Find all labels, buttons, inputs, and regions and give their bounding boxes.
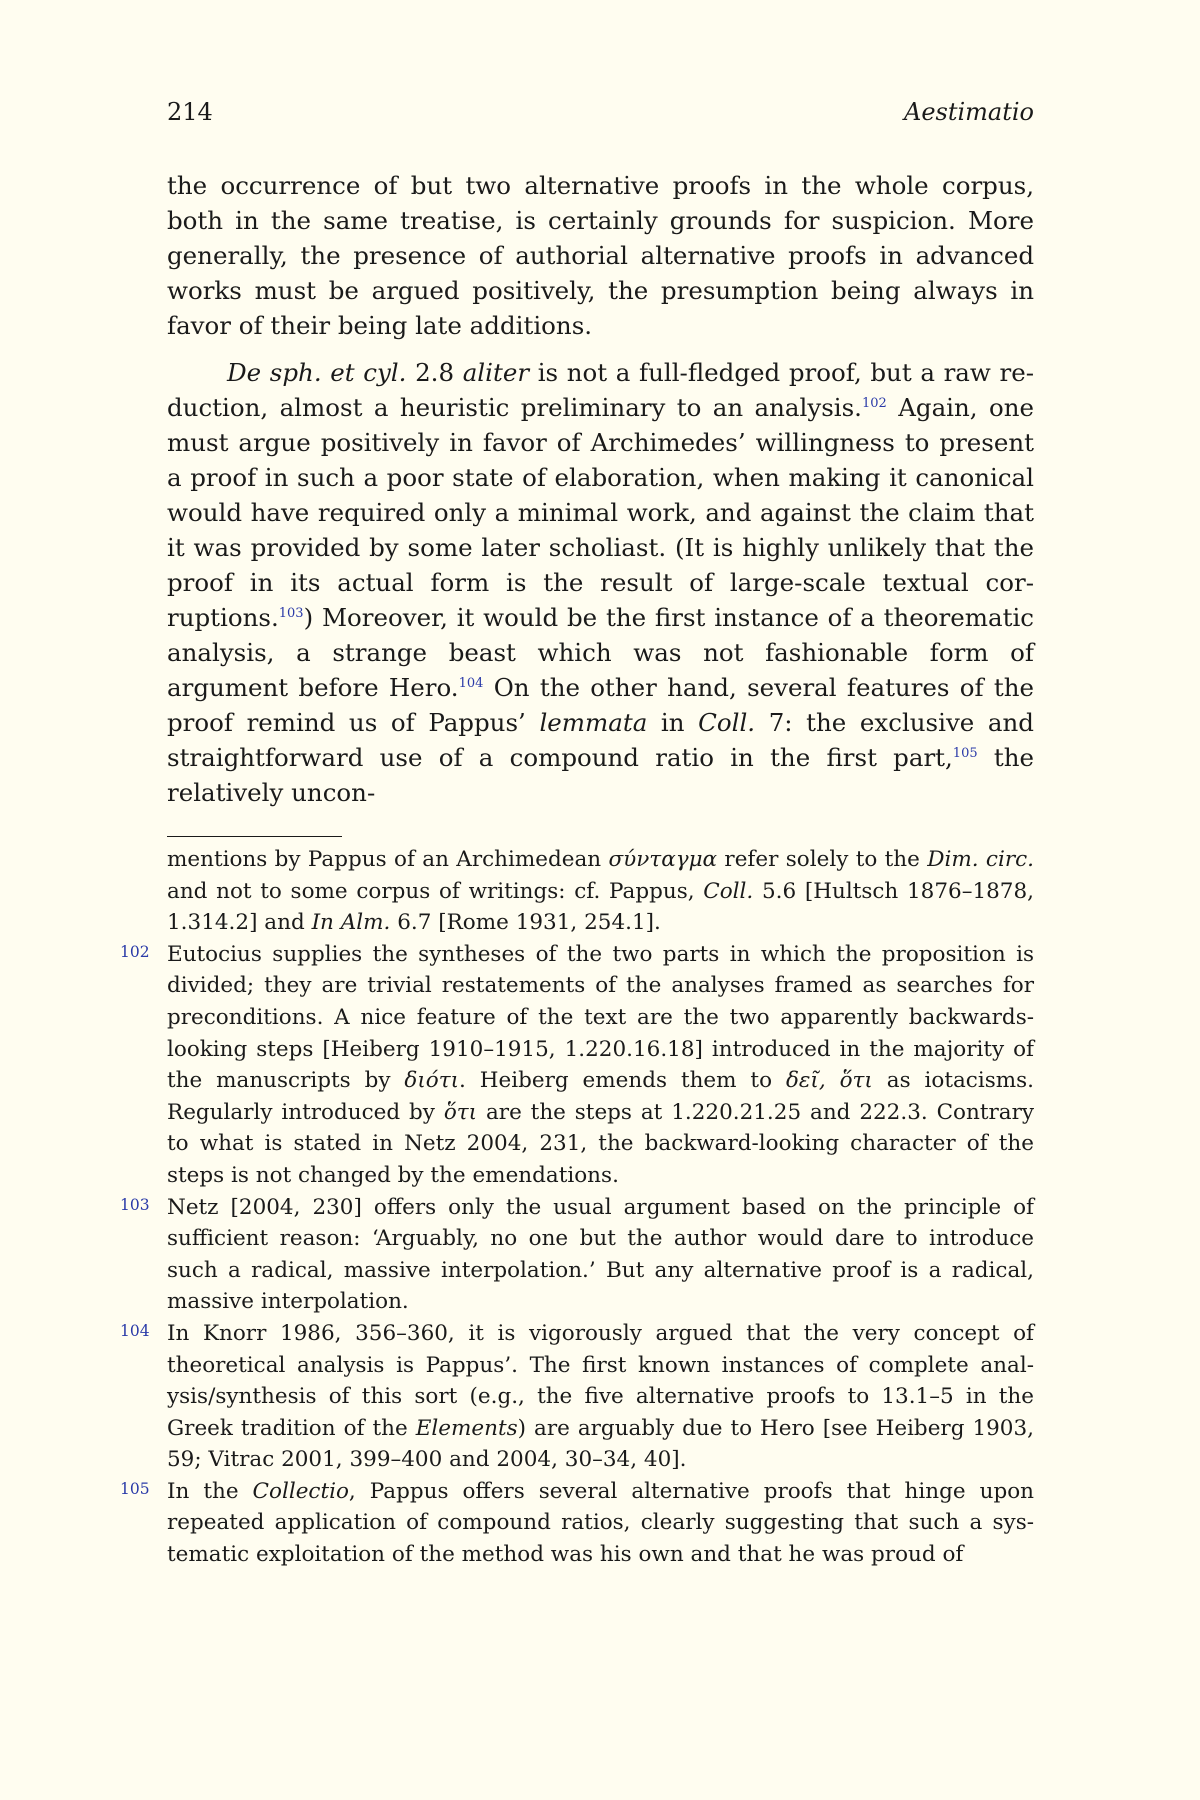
greek-term: δεῖ, ὅτι: [785, 1068, 873, 1094]
running-header: [167, 98, 1034, 126]
footnote-continuation: mentions by Pappus of an Archimedean σύνταγμα refer solely to the Dim. circ. and not to some corpus of writings: cf. Pappus, Coll. 5.6 [Hultsch 1876–1878, 1.314.2] and In Alm. 6.7 [Rome 1931, 254.1].: [167, 847, 1034, 936]
footnotes: [120, 844, 1035, 1571]
footnote-number[interactable]: 105: [120, 1479, 150, 1498]
footnote-103: 103 Netz [2004, 230] offers only the usual argument based on the principle of sufficient reason: ‘Arguably, no one but the author would dare to introduce such a radical, massive interpolation.’ But any alternative proof is a radical, massive interpolation.: [167, 1192, 1034, 1318]
work-title-coll: Coll.: [698, 708, 756, 737]
term-aliter: aliter: [462, 358, 530, 387]
paragraph-1: the occurrence of but two alternative proofs in the whole corpus, both in the same treatise, is certainly grounds for suspicion. More generally, the presence of authorial alternative proofs in advanced works must be argued positively, the presumption being always in favor of their being late additions.: [167, 171, 1034, 340]
footnote-ref-102[interactable]: 102: [861, 395, 887, 411]
work-title-elements: Elements: [415, 1415, 518, 1441]
main-text: [167, 168, 1034, 810]
work-title-collectio: Collectio: [252, 1478, 349, 1504]
footnote-105: 105 In the Collectio, Pappus offers several alternative proofs that hinge upon repeated application of compound ratios, clearly suggesting that such a systematic exploitation of the method was his own and that he was proud of: [167, 1476, 1034, 1571]
greek-term: διότι: [404, 1068, 460, 1094]
footnote-102: 102 Eutocius supplies the syntheses of the two parts in which the proposition is divided; they are trivial restatements of the analyses framed as searches for preconditions. A nice feature of the text are the two apparently backwards-looking steps [Heiberg 1910–1915, 1.220.16.18] introduced in the majority of the manuscripts by διότι. Heiberg emends them to δεῖ, ὅτι as iotacisms. Regularly introduced by ὅτι are the steps at 1.220.21.25 and 222.3. Contrary to what is stated in Netz 2004, 231, the backward-looking character of the steps is not changed by the emendations.: [167, 939, 1034, 1192]
greek-term: σύνταγμα: [608, 847, 718, 872]
work-title-in-alm: In Alm.: [311, 910, 391, 936]
footnote-ref-104[interactable]: 104: [458, 675, 484, 691]
paragraph-2: De sph. et cyl. 2.8 aliter is not a full-fledged proof, but a raw reduction, almost a heuristic preliminary to an analysis.$^{102}$ Again, one must argue positively in favor of Archimedes’ willingness to present a proof in such a poor state of elaboration, when making it canonical would have required only a minimal work, and against the claim that it was provided by some later scholiast. (It is highly unlikely that the proof in its actual form is the result of large-scale textual corruptions.$^{103}$) Moreover, it would be the first instance of a theorematic analysis, a strange beast which was not fashionable form of argument before Hero.$^{104}$ On the other hand, several features of the proof remind us of Pappus’ lemmata in Coll. 7: the exclusive and straightforward use of a compound ratio in the first part,$^{105}$ the relatively uncon-: [167, 358, 1035, 807]
work-title-de-sph: De sph. et cyl.: [227, 358, 407, 387]
greek-term: ὅτι: [443, 1099, 478, 1125]
work-title-dim-circ: Dim. circ.: [927, 847, 1034, 872]
term-lemmata: lemmata: [539, 708, 648, 737]
footnote-ref-103[interactable]: 103: [278, 605, 304, 621]
footnote-number[interactable]: 102: [120, 942, 150, 961]
journal-title: Aestimatio: [903, 98, 1034, 126]
footnote-separator: [167, 836, 342, 837]
footnote-number[interactable]: 104: [120, 1321, 150, 1340]
footnote-ref-105[interactable]: 105: [952, 745, 978, 761]
footnote-104: 104 In Knorr 1986, 356–360, it is vigorously argued that the very concept of theoretical analysis is Pappus’. The first known instances of complete analysis/synthesis of this sort (e.g., the five alternative proofs to 13.1–5 in the Greek tradition of the Elements) are arguably due to Hero [see Heiberg 1903, 59; Vitrac 2001, 399–400 and 2004, 30–34, 40].: [167, 1318, 1034, 1476]
footnote-number[interactable]: 103: [120, 1195, 150, 1214]
page-number: 214: [167, 98, 213, 126]
work-title-coll: Coll.: [703, 878, 754, 904]
